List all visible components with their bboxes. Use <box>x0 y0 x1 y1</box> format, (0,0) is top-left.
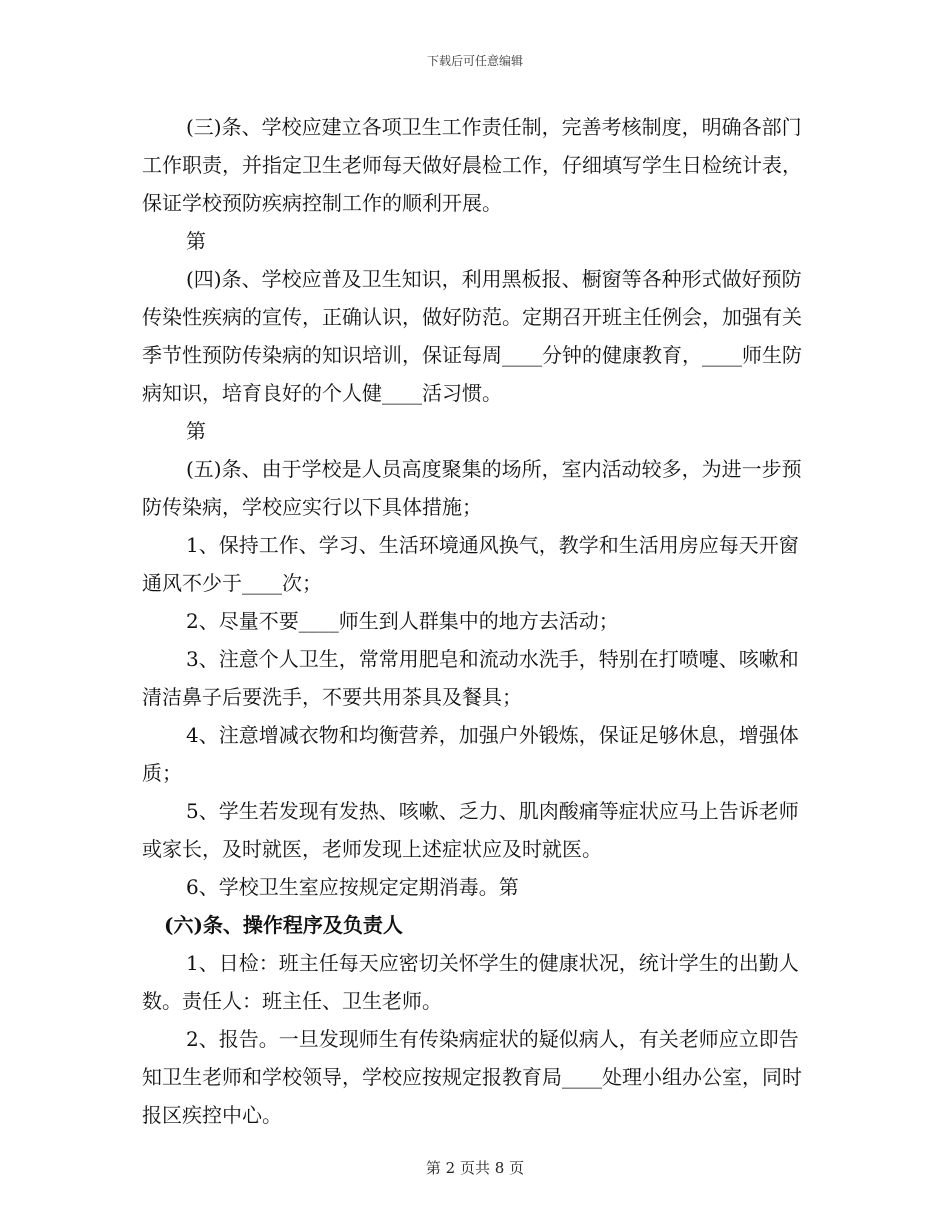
list-item-measure-5: 5、学生若发现有发热、咳嗽、乏力、肌肉酸痛等症状应马上告诉老师或家长，及时就医，老师发现上述症状应及时就医。 <box>142 799 799 861</box>
list-item-measure-4: 4、注意增减衣物和均衡营养，加强户外锻炼，保证足够休息，增强体质； <box>142 723 799 785</box>
header-note: 下载后可任意编辑 <box>426 54 523 68</box>
paragraph-article-5: (五)条、由于学校是人员高度聚集的场所，室内活动较多，为进一步预防传染病，学校应实行以下具体措施； <box>142 457 802 519</box>
section-heading-article-6: (六)条、操作程序及负责人 <box>164 913 403 937</box>
list-item-measure-1: 1、保持工作、学习、生活环境通风换气，教学和生活用房应每天开窗通风不少于____次； <box>142 533 799 595</box>
list-item-procedure-2: 2、报告。一旦发现师生有传染病症状的疑似病人，有关老师应立即告知卫生老师和学校领导，学校应按规定报教育局____处理小组办公室，同时报区疾控中心。 <box>142 1027 802 1127</box>
list-item-measure-6: 6、学校卫生室应按规定定期消毒。第 <box>186 875 519 899</box>
list-item-measure-2: 2、尽量不要____师生到人群集中的地方去活动； <box>186 609 619 633</box>
paragraph-article-3: (三)条、学校应建立各项卫生工作责任制，完善考核制度，明确各部门工作职责，并指定卫生老师每天做好晨检工作，仔细填写学生日检统计表，保证学校预防疾病控制工作的顺利开展。 <box>142 115 802 215</box>
list-item-procedure-1: 1、日检：班主任每天应密切关怀学生的健康状况，统计学生的出勤人数。责任人：班主任、卫生老师。 <box>142 951 799 1013</box>
list-item-measure-3: 3、注意个人卫生，常常用肥皂和流动水洗手，特别在打喷嚏、咳嗽和清洁鼻子后要洗手，不要共用茶具及餐具； <box>142 647 799 709</box>
document-body <box>142 108 808 1134</box>
paragraph-di-2: 第 <box>186 419 206 443</box>
paragraph-article-4: (四)条、学校应普及卫生知识，利用黑板报、橱窗等各种形式做好预防传染性疾病的宣传，正确认识，做好防范。定期召开班主任例会，加强有关季节性预防传染病的知识培训，保证每周____分钟的健康教育，____师生防病知识，培育良好的个人健____活习惯。 <box>142 267 802 405</box>
page-number: 第 2 页共 8 页 <box>425 1159 525 1177</box>
paragraph-di-1: 第 <box>186 229 206 253</box>
